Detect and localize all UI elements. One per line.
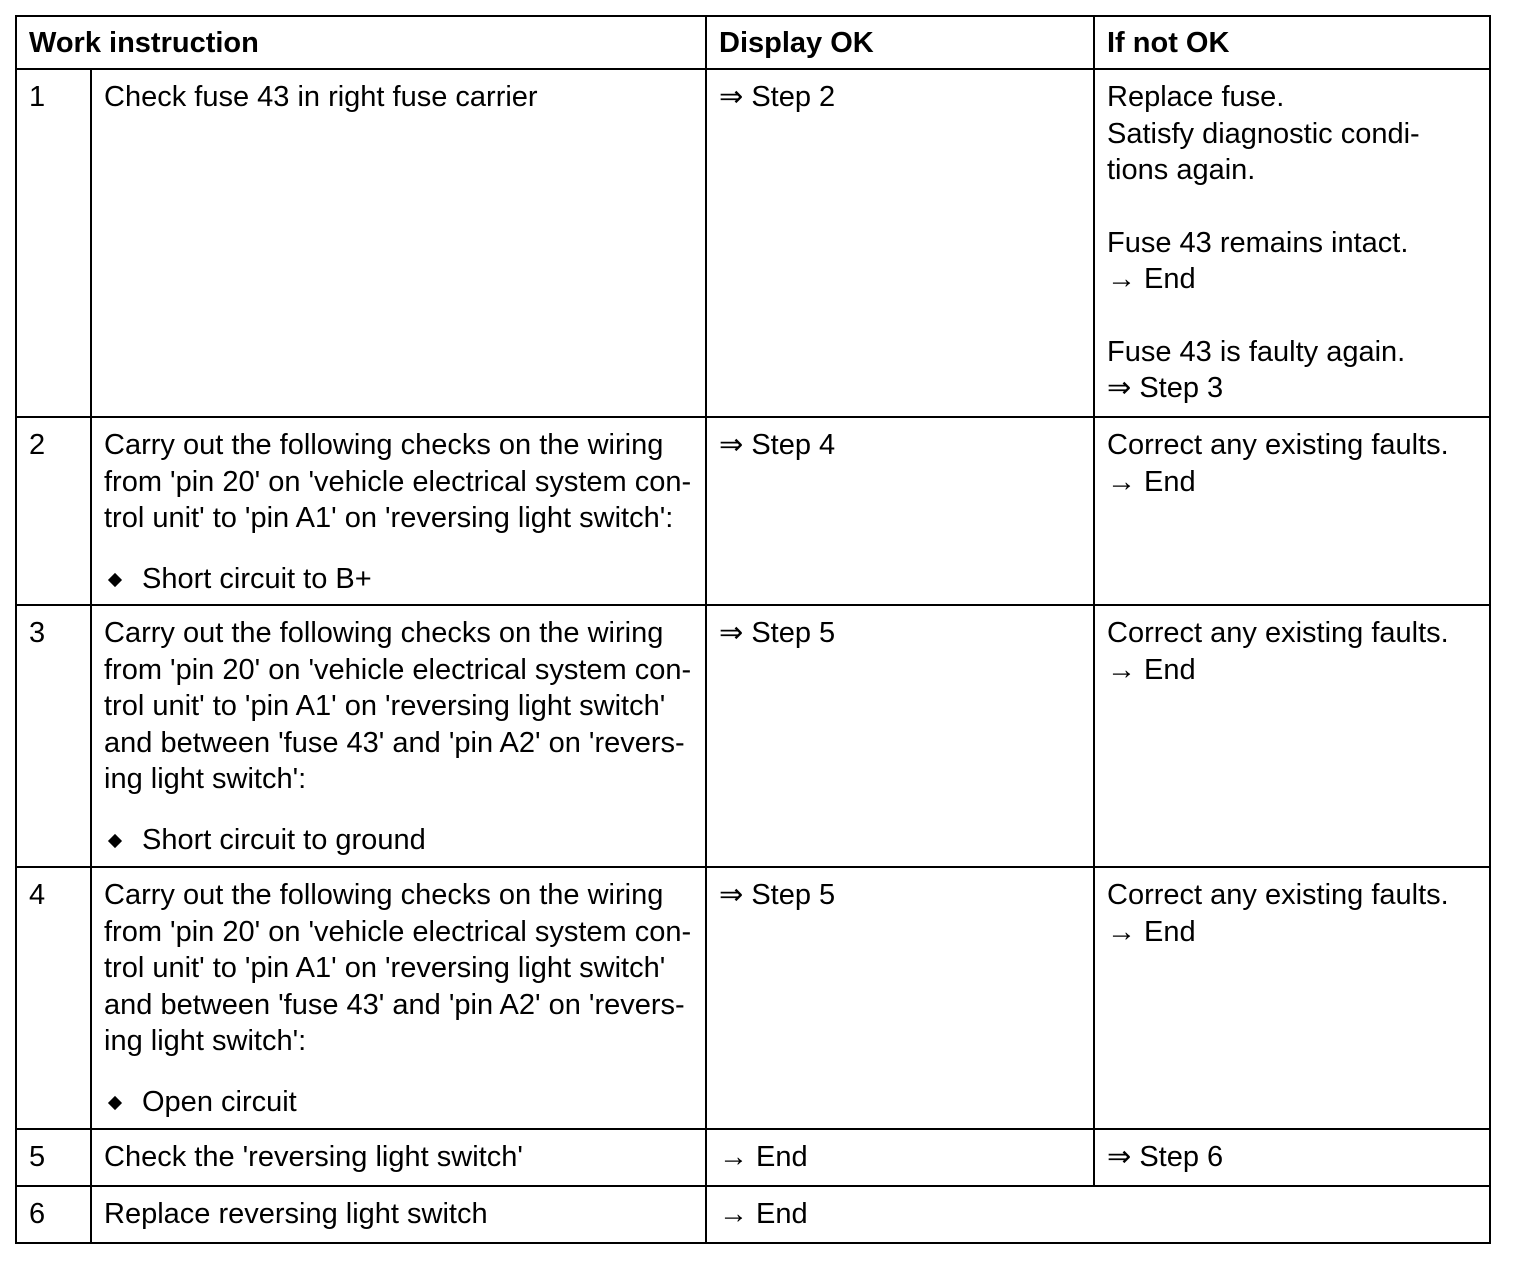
work-instruction: Check the 'reversing light switch' (91, 1129, 706, 1186)
bullet-text: Open circuit (142, 1085, 297, 1118)
table-row (16, 69, 1490, 417)
table-row (16, 867, 1490, 1129)
ok-target: Step 2 (751, 81, 836, 113)
if-not-ok-cell (1094, 1129, 1490, 1186)
step-number: 3 (16, 605, 91, 867)
spacer (1107, 189, 1477, 225)
instruction-line: Carry out the following checks on the wiring (104, 617, 664, 649)
nok-text: Satisfy diagnostic condi- (1107, 117, 1420, 150)
header-work-instruction: Work instruction (16, 16, 706, 69)
display-ok-cell (706, 1129, 1094, 1186)
step-number: 1 (16, 69, 91, 417)
table-row (16, 417, 1490, 605)
ok-target: Step 4 (751, 429, 836, 461)
bullet-item (104, 1084, 693, 1121)
display-ok-cell (706, 605, 1094, 867)
nok-target-text: End (1144, 653, 1196, 686)
step-number: 2 (16, 417, 91, 605)
double-arrow-icon: ⇒ (1107, 372, 1132, 404)
instruction-line: Carry out the following checks on the wiring (104, 429, 664, 461)
display-ok-cell (706, 1186, 1490, 1243)
nok-text: Fuse 43 is faulty again. (1107, 335, 1406, 368)
work-instruction (91, 605, 706, 867)
display-ok-cell (706, 69, 1094, 417)
table-row (16, 1186, 1490, 1243)
table-header-row (16, 16, 1490, 69)
if-not-ok-cell (1094, 69, 1490, 417)
instruction-line: Carry out the following checks on the wiring (104, 879, 664, 911)
nok-target-text: Step 3 (1139, 372, 1224, 404)
nok-text: tions again. (1107, 154, 1256, 186)
bullet-item (104, 822, 693, 859)
diamond-bullet-icon (108, 572, 122, 586)
double-arrow-icon: ⇒ (1107, 1141, 1132, 1173)
instruction-line: trol unit' to 'pin A1' on 'reversing light switch' (104, 952, 666, 984)
instruction-line: ing light switch': (104, 763, 307, 795)
ok-target: Step 5 (751, 879, 836, 911)
table-row (16, 1129, 1490, 1186)
nok-text: Fuse 43 remains intact. (1107, 226, 1409, 259)
nok-target-text: End (1144, 915, 1196, 948)
nok-target-text: Step 6 (1139, 1141, 1224, 1173)
instruction-line: from 'pin 20' on 'vehicle electrical system con- (104, 653, 692, 686)
arrow-icon: → (1107, 465, 1136, 498)
diamond-bullet-icon (108, 1095, 122, 1109)
arrow-icon: → (1107, 263, 1136, 295)
arrow-icon: → (1107, 915, 1136, 948)
work-instruction (91, 867, 706, 1129)
instruction-line: from 'pin 20' on 'vehicle electrical system con- (104, 465, 692, 498)
nok-text: Correct any existing faults. (1107, 879, 1449, 911)
nok-target (1107, 261, 1477, 298)
bullet-text: Short circuit to B+ (142, 562, 372, 595)
instruction-line: and between 'fuse 43' and 'pin A2' on 'revers- (104, 988, 685, 1021)
step-number: 4 (16, 867, 91, 1129)
if-not-ok-cell (1094, 417, 1490, 605)
display-ok-cell (706, 867, 1094, 1129)
ok-target: End (756, 1141, 808, 1173)
bullet-item (104, 561, 693, 598)
double-arrow-icon: ⇒ (719, 617, 744, 649)
work-instruction-table (15, 15, 1491, 1244)
nok-target (1107, 370, 1477, 407)
diamond-bullet-icon (108, 833, 122, 847)
arrow-icon: → (719, 1198, 748, 1230)
instruction-line: trol unit' to 'pin A1' on 'reversing light switch' (104, 690, 666, 722)
if-not-ok-cell (1094, 605, 1490, 867)
bullet-text: Short circuit to ground (142, 823, 426, 856)
instruction-line: trol unit' to 'pin A1' on 'reversing light switch': (104, 502, 674, 534)
nok-target (1107, 464, 1477, 501)
work-instruction (91, 417, 706, 605)
nok-target-text: End (1144, 263, 1196, 295)
nok-target-text: End (1144, 465, 1196, 498)
work-instruction: Replace reversing light switch (91, 1186, 706, 1243)
nok-text: Correct any existing faults. (1107, 429, 1449, 461)
step-number: 6 (16, 1186, 91, 1243)
display-ok-cell (706, 417, 1094, 605)
nok-text: Correct any existing faults. (1107, 617, 1449, 649)
nok-target (1107, 914, 1477, 951)
arrow-icon: → (719, 1141, 748, 1173)
step-number: 5 (16, 1129, 91, 1186)
if-not-ok-cell (1094, 867, 1490, 1129)
spacer (1107, 298, 1477, 334)
ok-target: Step 5 (751, 617, 836, 649)
nok-target (1107, 652, 1477, 689)
instruction-line: and between 'fuse 43' and 'pin A2' on 'revers- (104, 726, 685, 759)
nok-text: Replace fuse. (1107, 81, 1285, 113)
header-if-not-ok: If not OK (1094, 16, 1490, 69)
ok-target: End (756, 1198, 808, 1230)
table-row (16, 605, 1490, 867)
double-arrow-icon: ⇒ (719, 879, 744, 911)
double-arrow-icon: ⇒ (719, 81, 744, 113)
arrow-icon: → (1107, 653, 1136, 686)
header-display-ok: Display OK (706, 16, 1094, 69)
instruction-line: from 'pin 20' on 'vehicle electrical system con- (104, 915, 692, 948)
instruction-line: ing light switch': (104, 1025, 307, 1057)
work-instruction: Check fuse 43 in right fuse carrier (91, 69, 706, 417)
double-arrow-icon: ⇒ (719, 429, 744, 461)
